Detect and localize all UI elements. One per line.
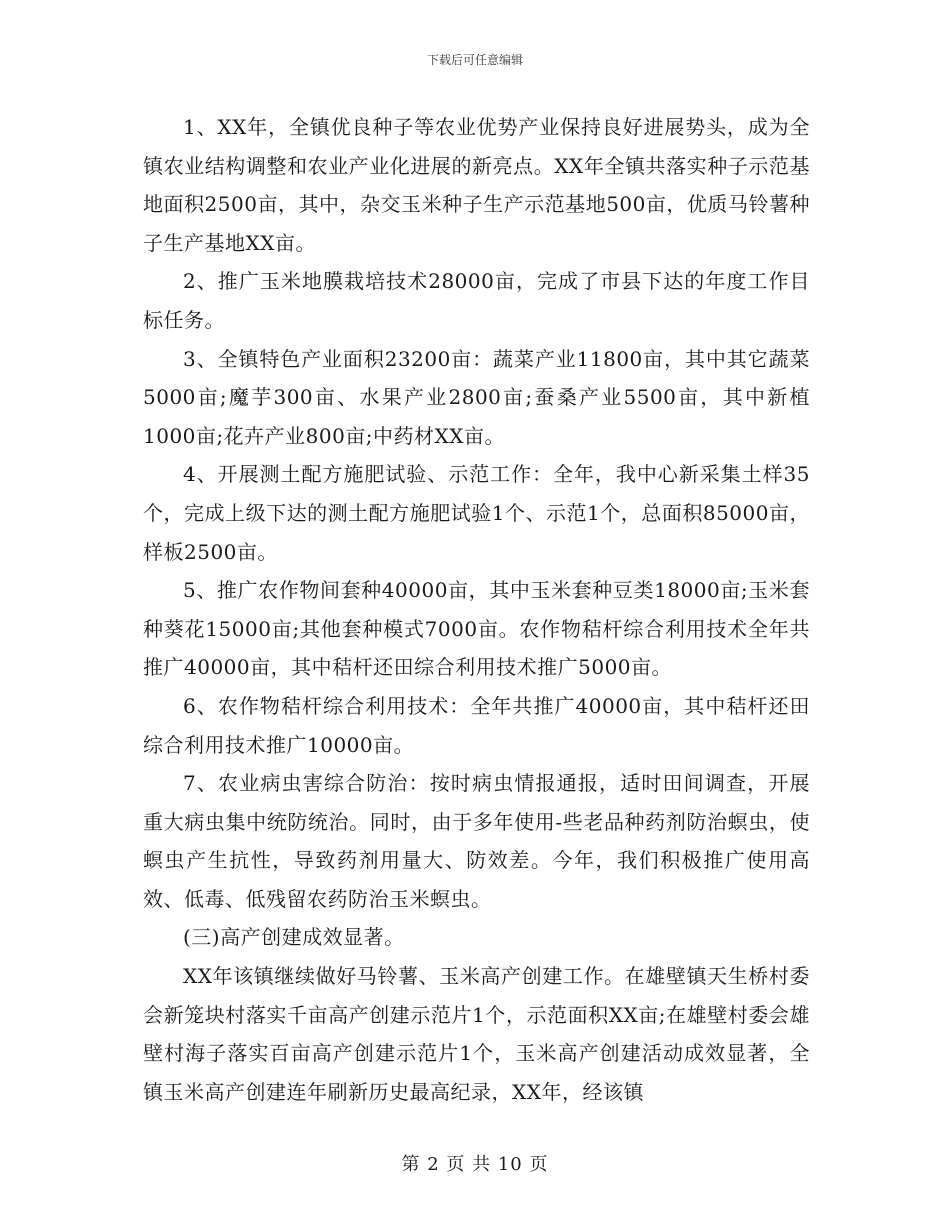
paragraph-1: 1、XX年，全镇优良种子等农业优势产业保持良好进展势头，成为全镇农业结构调整和农业产业化进展的新亮点。XX年全镇共落实种子示范基地面积2500亩，其中，杂交玉米种子生产示范基地500亩，优质马铃薯种子生产基地XX亩。: [143, 115, 810, 255]
page-number: 第 2 页 共 10 页: [401, 1154, 549, 1175]
document-body: [143, 108, 810, 1111]
page-header: 下载后可任意编辑: [426, 53, 523, 67]
paragraph-5: 5、推广农作物间套种40000亩，其中玉米套种豆类18000亩;玉米套种葵花15000亩;其他套种模式7000亩。农作物秸杆综合利用技术全年共推广40000亩，其中秸杆还田综合利用技术推广5000亩。: [143, 578, 810, 680]
paragraph-3: 3、全镇特色产业面积23200亩：蔬菜产业11800亩，其中其它蔬菜5000亩;魔芋300亩、水果产业2800亩;蚕桑产业5500亩，其中新植1000亩;花卉产业800亩;中药材XX亩。: [143, 346, 810, 448]
paragraph-9: XX年该镇继续做好马铃薯、玉米高产创建工作。在雄壁镇天生桥村委会新笼块村落实千亩高产创建示范片1个，示范面积XX亩;在雄壁村委会雄壁村海子落实百亩高产创建示范片1个，玉米高产创建活动成效显著，全镇玉米高产创建连年刷新历史最高纪录，XX年，经该镇: [143, 964, 810, 1104]
paragraph-6: 6、农作物秸杆综合利用技术：全年共推广40000亩，其中秸杆还田综合利用技术推广10000亩。: [143, 693, 810, 757]
section-heading: (三)高产创建成效显著。: [183, 925, 405, 950]
paragraph-2: 2、推广玉米地膜栽培技术28000亩，完成了市县下达的年度工作目标任务。: [143, 269, 810, 332]
paragraph-7: 7、农业病虫害综合防治：按时病虫情报通报，适时田间调查，开展重大病虫集中统防统治。同时，由于多年使用-些老品种药剂防治螟虫，使螟虫产生抗性，导致药剂用量大、防效差。今年，我们积极推广使用高效、低毒、低残留农药防治玉米螟虫。: [143, 771, 810, 911]
paragraph-4: 4、开展测土配方施肥试验、示范工作：全年，我中心新采集土样35个，完成上级下达的测土配方施肥试验1个、示范1个，总面积85000亩，样板2500亩。: [143, 462, 810, 564]
